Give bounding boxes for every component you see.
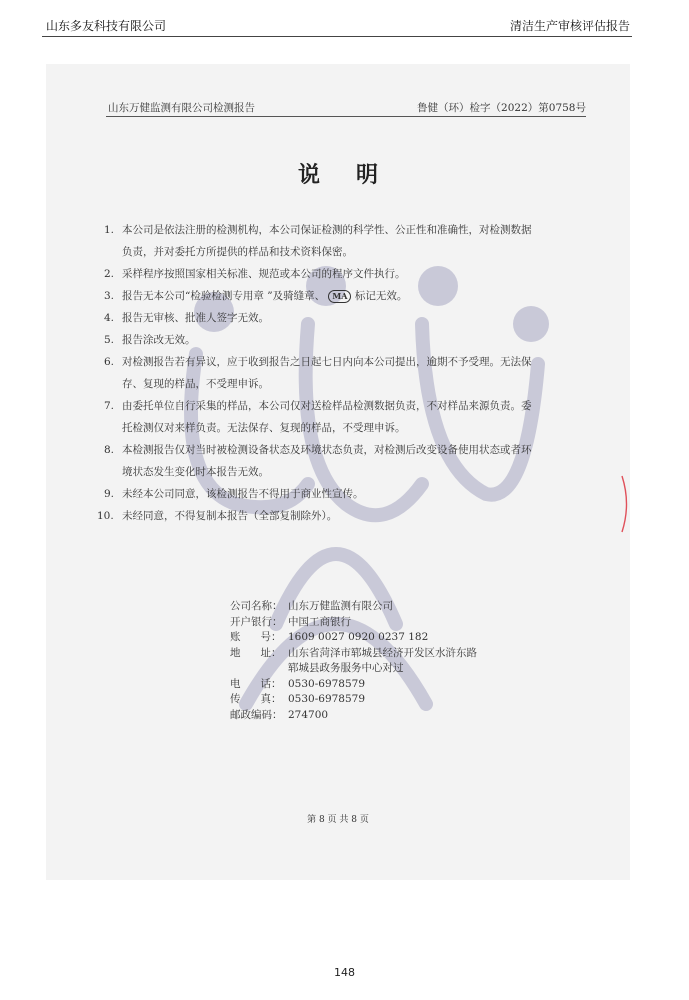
postcode: 274700 bbox=[288, 708, 329, 721]
seam-stamp-edge bbox=[620, 474, 630, 534]
note-line: 境状态发生变化时本报告无效。 bbox=[122, 466, 269, 478]
note-line: 未经本公司同意，该检测报告不得用于商业性宣传。 bbox=[122, 488, 364, 500]
fax-label: 传 真： bbox=[230, 693, 282, 705]
note-number: 8. bbox=[104, 444, 115, 456]
bank-label: 开户银行： bbox=[230, 615, 283, 628]
note-number: 2. bbox=[104, 268, 115, 280]
note-item bbox=[104, 395, 604, 439]
page-header bbox=[42, 14, 632, 37]
note-item bbox=[104, 219, 604, 263]
phone-number: 0530-6978579 bbox=[288, 677, 366, 690]
note-line: 对检测报告若有异议，应于收到报告之日起七日内向本公司提出，逾期不予受理。无法保 bbox=[122, 356, 532, 368]
note-line: 本公司是依法注册的检测机构，本公司保证检测的科学性、公正性和准确性，对检测数据 bbox=[122, 224, 532, 236]
note-line: 报告无审核、批准人签字无效。 bbox=[122, 312, 269, 324]
note-line: 由委托单位自行采集的样品，本公司仅对送检样品检测数据负责，不对样品来源负责。委 bbox=[122, 400, 532, 412]
note-item bbox=[104, 263, 604, 285]
note-line: 未经同意，不得复制本报告（全部复制除外）。 bbox=[122, 510, 338, 522]
report-header-company: 山东万健监测有限公司检测报告 bbox=[108, 102, 255, 114]
scanned-report-page bbox=[46, 64, 630, 880]
fax-number: 0530-6978579 bbox=[288, 693, 366, 705]
postcode-label: 邮政编码： bbox=[230, 708, 283, 721]
company-name-label: 公司名称： bbox=[230, 600, 283, 612]
notes-list bbox=[97, 219, 604, 527]
note-number: 3. bbox=[104, 290, 115, 302]
report-page-counter: 第 8 页 共 8 页 bbox=[307, 815, 369, 825]
company-info bbox=[230, 599, 550, 723]
note-number: 5. bbox=[104, 334, 115, 346]
address-line: 山东省菏泽市郓城县经济开发区水浒东路 bbox=[288, 646, 477, 659]
report-number: 鲁健（环）检字（2022）第0758号 bbox=[417, 102, 586, 114]
note-item bbox=[104, 307, 604, 329]
note-line: 存、复现的样品，不受理申诉。 bbox=[122, 378, 269, 390]
header-report-title: 清洁生产审核评估报告 bbox=[509, 19, 630, 33]
address-line: 郓城县政务服务中心对过 bbox=[288, 662, 404, 674]
note-item bbox=[104, 351, 604, 395]
header-company: 山东多友科技有限公司 bbox=[46, 19, 167, 33]
note-line-wrapper bbox=[122, 285, 604, 307]
bank-name: 中国工商银行 bbox=[288, 615, 351, 628]
report-header bbox=[106, 98, 586, 117]
note-number: 6. bbox=[104, 356, 115, 368]
note-line: 采样程序按照国家相关标准、规范或本公司的程序文件执行。 bbox=[122, 268, 406, 280]
note-line: 托检测仅对来样负责。无法保存、复现的样品，不受理申诉。 bbox=[122, 422, 406, 434]
address-label: 地 址： bbox=[230, 646, 282, 659]
page-number: 148 bbox=[334, 966, 355, 979]
note-line: 标记无效。 bbox=[354, 290, 408, 302]
ma-badge-icon: MA bbox=[328, 290, 351, 303]
note-item bbox=[104, 285, 604, 307]
company-name: 山东万健监测有限公司 bbox=[288, 600, 393, 612]
note-line: 负责，并对委托方所提供的样品和技术资料保密。 bbox=[122, 246, 353, 258]
note-item bbox=[104, 439, 604, 483]
note-item bbox=[97, 505, 604, 527]
note-number: 4. bbox=[104, 312, 115, 324]
note-line: 本检测报告仅对当时被检测设备状态及环境状态负责，对检测后改变设备使用状态或者环 bbox=[122, 444, 532, 456]
note-number: 9. bbox=[104, 488, 115, 500]
note-line: 报告涂改无效。 bbox=[122, 334, 196, 346]
note-number: 10. bbox=[97, 510, 114, 522]
document-title: 说明 bbox=[297, 162, 414, 188]
account-number: 1609 0027 0920 0237 182 bbox=[288, 631, 429, 643]
note-number: 1. bbox=[104, 224, 115, 236]
note-number: 7. bbox=[104, 400, 115, 412]
phone-label: 电 话： bbox=[230, 677, 282, 690]
note-item bbox=[104, 483, 604, 505]
note-line: 报告无本公司“检验检测专用章 ”及骑缝章、 bbox=[122, 290, 326, 302]
account-label: 账 号： bbox=[230, 631, 282, 643]
note-item bbox=[104, 329, 604, 351]
